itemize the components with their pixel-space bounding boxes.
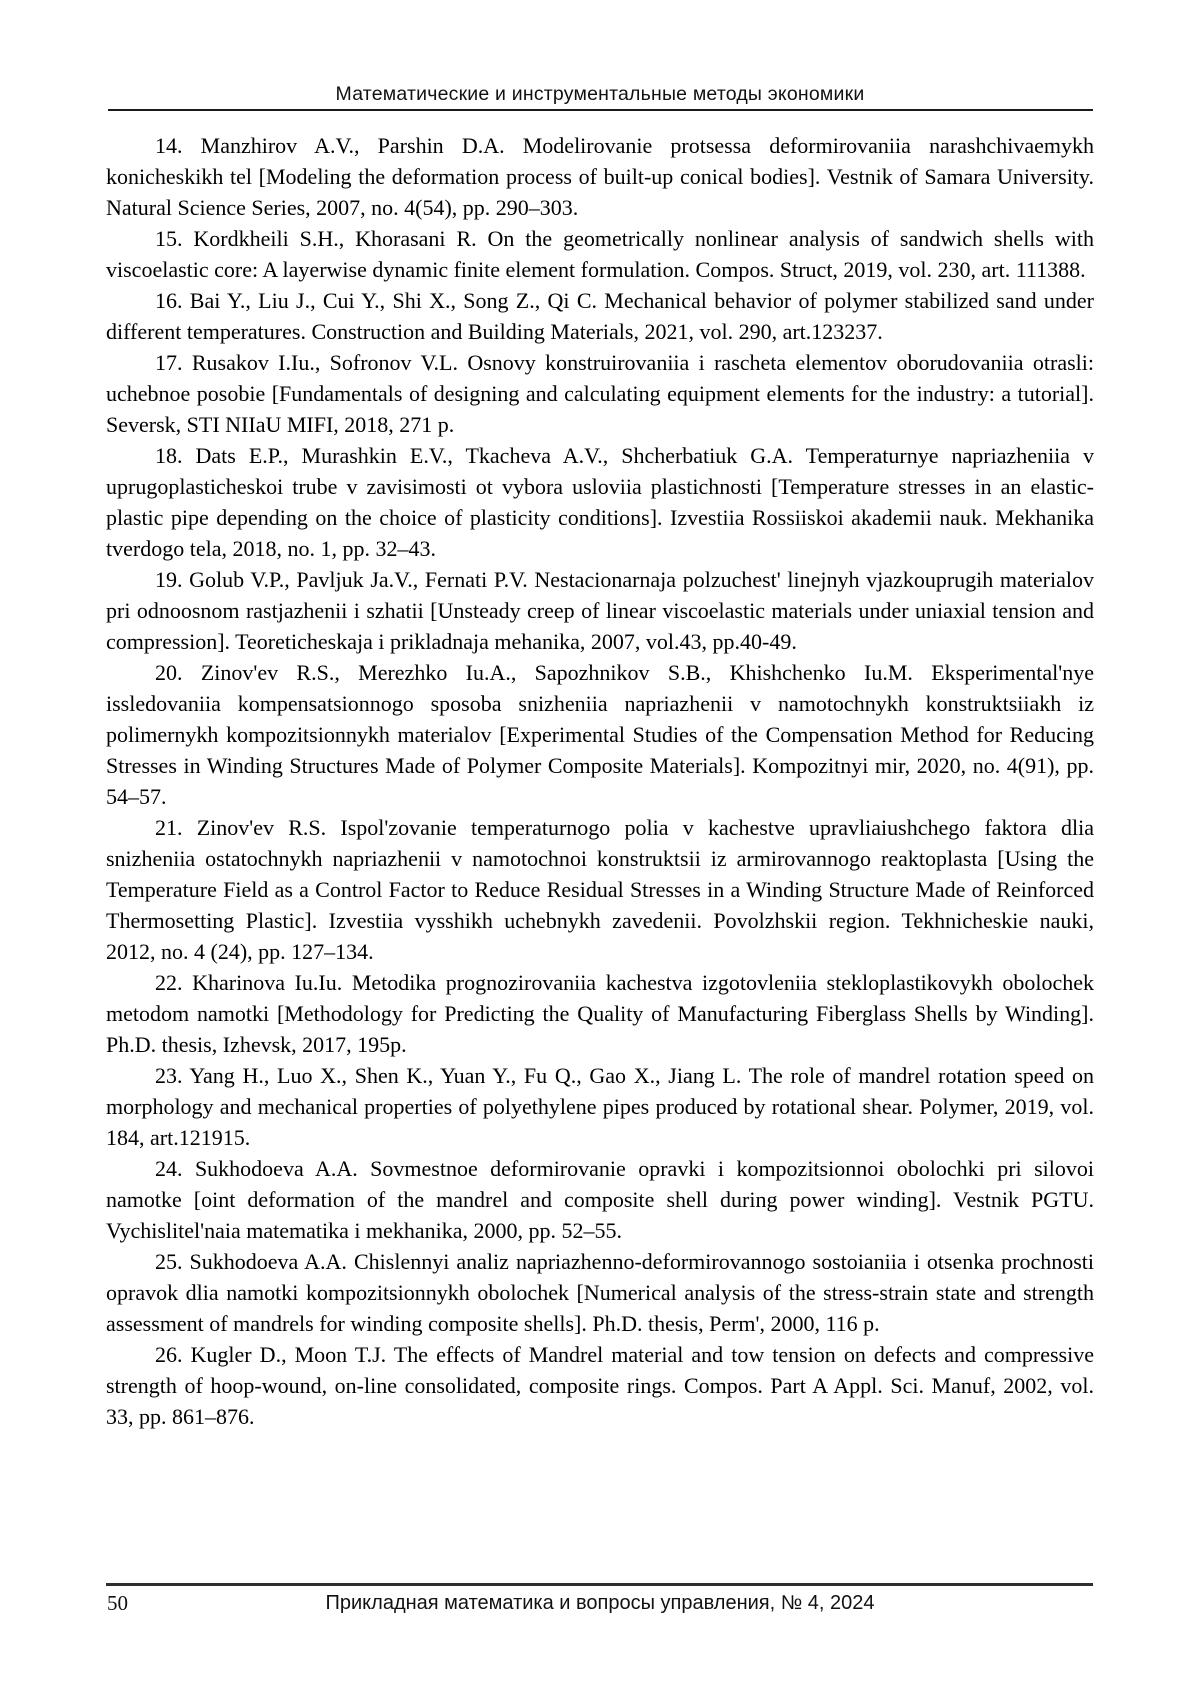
- reference-entry-18: 18. Dats E.P., Murashkin E.V., Tkacheva A.V., Shcherbatiuk G.A. Temperaturnye napriazheniia v uprugoplasticheskoi trube v zavisimosti ot vybora usloviia plastichnosti [Temperature stresses in an elastic-plastic pipe depending on the choice of plasticity conditions]. Izvestiia Rossiiskoi akademii nauk. Mekhanika tverdogo tela, 2018, no. 1, pp. 32–43.: [106, 443, 1094, 561]
- journal-title-line: Прикладная математика и вопросы управления, № 4, 2024: [325, 1592, 875, 1614]
- reference-entry-16: 16. Bai Y., Liu J., Cui Y., Shi X., Song Z., Qi C. Mechanical behavior of polymer stabilized sand under different temperatures. Construction and Building Materials, 2021, vol. 290, art.123237.: [106, 288, 1094, 344]
- footer-rule: [106, 1583, 1093, 1586]
- running-head-title: Математические и инструментальные методы экономики: [335, 83, 865, 105]
- reference-entry-25: 25. Sukhodoeva A.A. Chislennyi analiz napriazhenno-deformirovannogo sostoianiia i otsenka prochnosti opravok dlia namotki kompozitsionnykh obolochek [Numerical analysis of the stress-strain state and strength assessment of mandrels for winding composite shells]. Ph.D. thesis, Perm', 2000, 116 p.: [106, 1249, 1094, 1336]
- reference-entry-23: 23. Yang H., Luo X., Shen K., Yuan Y., Fu Q., Gao X., Jiang L. The role of mandrel rotation speed on morphology and mechanical properties of polyethylene pipes produced by rotational shear. Polymer, 2019, vol. 184, art.121915.: [106, 1063, 1094, 1150]
- reference-entry-14: 14. Manzhirov A.V., Parshin D.A. Modelirovanie protsessa deformirovaniia narashchivaemykh konicheskikh tel [Modeling the deformation process of built-up conical bodies]. Vestnik of Samara University. Natural Science Series, 2007, no. 4(54), pp. 290–303.: [106, 133, 1094, 220]
- reference-entry-20: 20. Zinov'ev R.S., Merezhko Iu.A., Sapozhnikov S.B., Khishchenko Iu.M. Eksperimental'nye issledovaniia kompensatsionnogo sposoba snizheniia napriazhenii v namotochnykh konstruktsiiakh iz polimernykh kompozitsionnykh materialov [Experimental Studies of the Compensation Method for Reducing Stresses in Winding Structures Made of Polymer Composite Materials]. Kompozitnyi mir, 2020, no. 4(91), pp. 54–57.: [106, 660, 1094, 809]
- page-number: 50: [107, 1591, 128, 1615]
- reference-entry-26: 26. Kugler D., Moon T.J. The effects of Mandrel material and tow tension on defects and compressive strength of hoop-wound, on-line consolidated, composite rings. Compos. Part A Appl. Sci. Manuf, 2002, vol. 33, pp. 861–876.: [106, 1342, 1094, 1429]
- header-rule: [108, 109, 1093, 111]
- reference-entry-22: 22. Kharinova Iu.Iu. Metodika prognozirovaniia kachestva izgotovleniia stekloplastikovykh obolochek metodom namotki [Methodology for Predicting the Quality of Manufacturing Fiberglass Shells by Winding]. Ph.D. thesis, Izhevsk, 2017, 195p.: [106, 970, 1094, 1057]
- reference-entry-24: 24. Sukhodoeva A.A. Sovmestnoe deformirovanie opravki i kompozitsionnoi obolochki pri silovoi namotke [oint deformation of the mandrel and composite shell during power winding]. Vestnik PGTU. Vychislitel'naia matematika i mekhanika, 2000, pp. 52–55.: [106, 1156, 1094, 1243]
- reference-entry-19: 19. Golub V.P., Pavljuk Ja.V., Fernati P.V. Nestacionarnaja polzuchest' linejnyh vjazkouprugih materialov pri odnoosnom rastjazhenii i szhatii [Unsteady creep of linear viscoelastic materials under uniaxial tension and compression]. Teoreticheskaja i prikladnaja mehanika, 2007, vol.43, pp.40-49.: [106, 567, 1094, 654]
- reference-entry-17: 17. Rusakov I.Iu., Sofronov V.L. Osnovy konstruirovaniia i rascheta elementov oborudovaniia otrasli: uchebnoe posobie [Fundamentals of designing and calculating equipment elements for the industry: a tutorial]. Seversk, STI NIIaU MIFI, 2018, 271 p.: [106, 350, 1094, 437]
- references-list: [106, 130, 1094, 1432]
- reference-entry-21: 21. Zinov'ev R.S. Ispol'zovanie temperaturnogo polia v kachestve upravliaiushchego faktora dlia snizheniia ostatochnykh napriazhenii v namotochnoi konstruktsii iz armirovannogo reaktoplasta [Using the Temperature Field as a Control Factor to Reduce Residual Stresses in a Winding Structure Made of Reinforced Thermosetting Plastic]. Izvestiia vysshikh uchebnykh zavedenii. Povolzhskii region. Tekhnicheskie nauki, 2012, no. 4 (24), pp. 127–134.: [106, 815, 1094, 964]
- reference-entry-15: 15. Kordkheili S.H., Khorasani R. On the geometrically nonlinear analysis of sandwich shells with viscoelastic core: A layerwise dynamic finite element formulation. Compos. Struct, 2019, vol. 230, art. 111388.: [106, 226, 1094, 282]
